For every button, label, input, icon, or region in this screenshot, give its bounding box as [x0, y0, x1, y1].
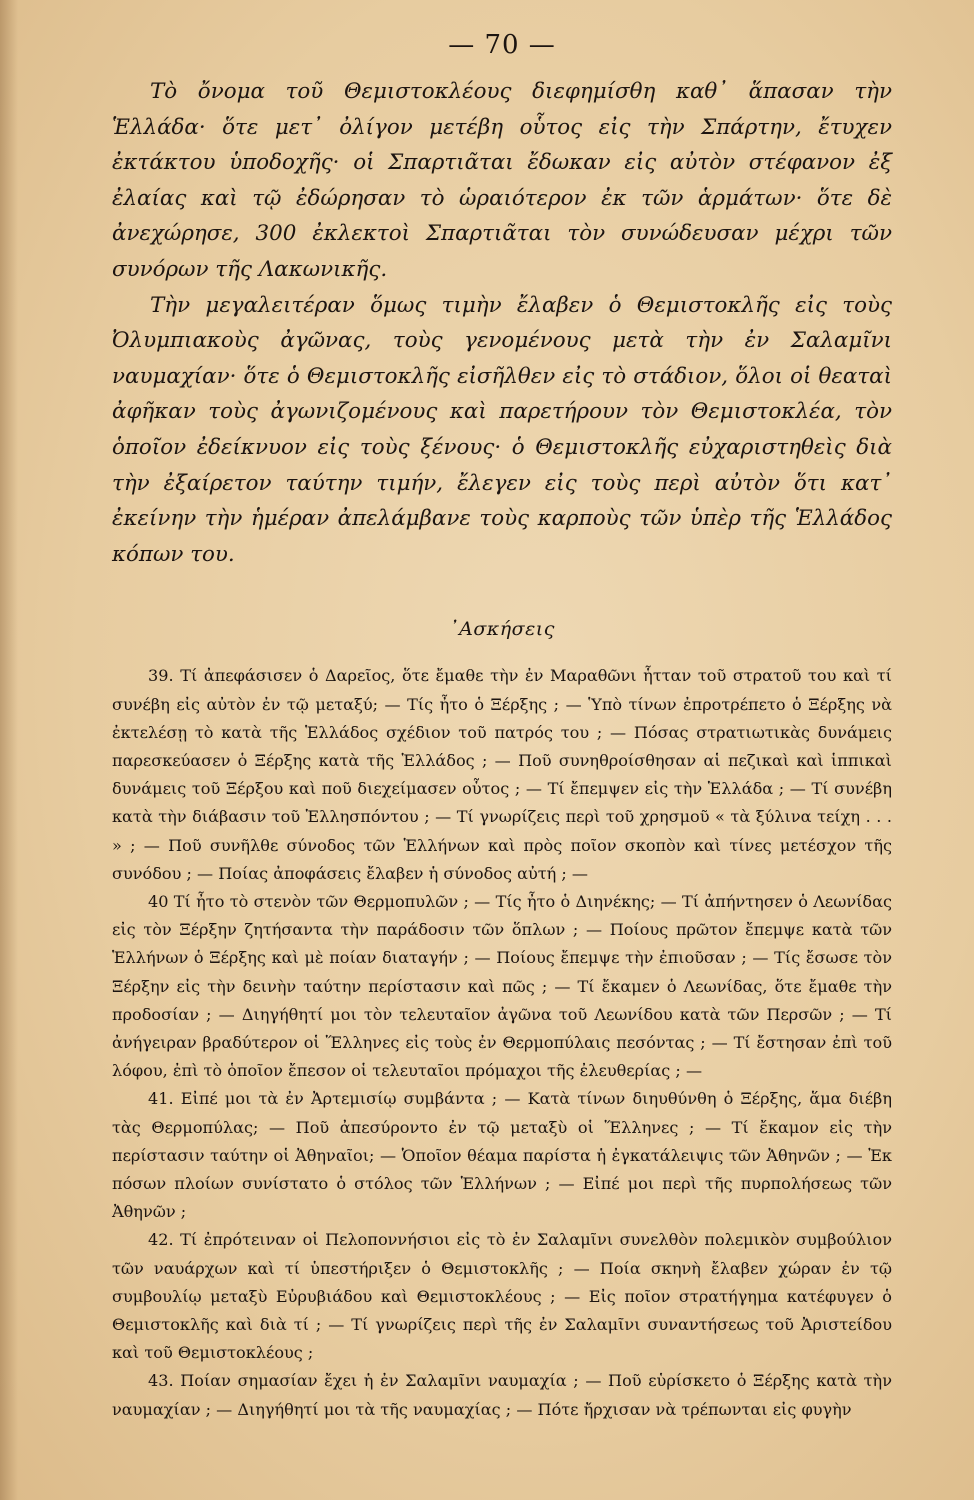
exercise-42	[112, 1226, 892, 1367]
exercise-text: Ποίαν σημασίαν ἔχει ἡ ἐν Σαλαμῖνι ναυμαχία ; — Ποῦ εὑρίσκετο ὁ Ξέρξης κατὰ τὴν ναυμαχίαν ; — Διηγήθητί μοι τὰ τῆς ναυμαχίας ; — Πότε ἤρχισαν νὰ τρέπωνται εἰς φυγὴν	[112, 1371, 892, 1419]
narrative-paragraph-2: Τὴν μεγαλειτέραν ὅμως τιμὴν ἔλαβεν ὁ Θεμιστοκλῆς εἰς τοὺς Ὀλυμπιακοὺς ἀγῶνας, τοὺς γενομένους μετὰ τὴν ἐν Σαλαμῖνι ναυμαχίαν· ὅτε ὁ Θεμιστοκλῆς εἰσῆλθεν εἰς τὸ στάδιον, ὅλοι οἱ θεαταὶ ἀφῆκαν τοὺς ἀγωνιζομένους καὶ παρετήρουν τὸν Θεμιστοκλέα, τὸν ὁποῖον ἐδείκνυον εἰς τοὺς ξένους· ὁ Θεμιστοκλῆς εὐχαριστηθεὶς διὰ τὴν ἐξαίρετον ταύτην τιμήν, ἔλεγεν εἰς τοὺς περὶ αὐτὸν ὅτι κατ᾿ ἐκείνην τὴν ἡμέραν ἀπελάμβανε τοὺς καρποὺς τῶν ὑπὲρ τῆς Ἑλλάδος κόπων του.	[112, 292, 892, 567]
exercise-40	[112, 888, 892, 1085]
narrative-section	[112, 74, 892, 572]
exercise-text: Εἰπέ μοι τὰ ἐν Ἀρτεμισίῳ συμβάντα ; — Κατὰ τίνων διηυθύνθη ὁ Ξέρξης, ἅμα διέβη τὰς Θερμοπύλας; — Ποῦ ἀπεσύροντο ἐν τῷ μεταξὺ οἱ Ἕλληνες ; — Τί ἔκαμον εἰς τὴν περίστασιν ταύτην οἱ Ἀθηναῖοι; — Ὁποῖον θέαμα παρίστα ἡ ἐγκατάλειψις τῶν Ἀθηνῶν ; — Ἐκ πόσων πλοίων συνίστατο ὁ στόλος τῶν Ἑλλήνων ; — Εἰπέ μοι περὶ τῆς πυρπολήσεως τῶν Ἀθηνῶν ;	[112, 1089, 892, 1222]
exercise-number: 40	[148, 891, 169, 911]
exercise-number: 41.	[148, 1089, 174, 1109]
page-number: — 70 —	[448, 30, 556, 60]
exercises-section	[112, 662, 892, 1423]
exercise-text: Τί ἀπεφάσισεν ὁ Δαρεῖος, ὅτε ἔμαθε τὴν ἐν Μαραθῶνι ἧτταν τοῦ στρατοῦ του καὶ τί συνέβη εἰς αὐτὸν ἐν τῷ μεταξύ; — Τίς ἦτο ὁ Ξέρξης ; — Ὑπὸ τίνων ἐπροτρέπετο ὁ Ξέρξης νὰ ἐκτελέσῃ τὸ κατὰ τῆς Ἑλλάδος σχέδιον τοῦ πατρός του ; — Πόσας στρατιωτικὰς δυνάμεις παρεσκεύασεν ὁ Ξέρξης κατὰ τῆς Ἑλλάδος ; — Ποῦ συνηθροίσθησαν αἱ πεζικαὶ καὶ ἱππικαὶ δυνάμεις τοῦ Ξέρξου καὶ ποῦ διεχείμασεν οὗτος ; — Τί ἔπεμψεν εἰς τὴν Ἑλλάδα ; — Τί συνέβη κατὰ τὴν διάβασιν τοῦ Ἑλλησπόντου ; — Τί γνωρίζεις περὶ τοῦ χρησμοῦ « τὰ ξύλινα τείχη . . . » ; — Ποῦ συνῆλθε σύνοδος τῶν Ἑλλήνων καὶ πρὸς ποῖον σκοπὸν καὶ τίνες μετέσχον τῆς συνόδου ; — Ποίας ἀποφάσεις ἔλαβεν ἡ σύνοδος αὐτή ; —	[112, 666, 892, 883]
exercise-number: 43.	[148, 1371, 174, 1391]
exercise-number: 42.	[148, 1230, 174, 1250]
page-edge-shadow	[0, 0, 18, 1500]
exercise-39	[112, 662, 892, 888]
exercise-text: Τί ἦτο τὸ στενὸν τῶν Θερμοπυλῶν ; — Τίς ἦτο ὁ Διηνέκης; — Τί ἀπήντησεν ὁ Λεωνίδας εἰς τὸν Ξέρξην ζητήσαντα τὴν παράδοσιν τῶν ὅπλων ; — Ποίους πρῶτον ἔπεμψε κατὰ τῶν Ἑλλήνων ὁ Ξέρξης καὶ μὲ ποίαν διαταγήν ; — Ποίους ἔπεμψε τὴν ἐπιοῦσαν ; — Τίς ἔσωσε τὸν Ξέρξην εἰς τὴν δεινὴν ταύτην περίστασιν καὶ πῶς ; — Τί ἔκαμεν ὁ Λεωνίδας, ὅτε ἔμαθε τὴν προδοσίαν ; — Διηγήθητί μοι τὸν τελευταῖον ἀγῶνα τοῦ Λεωνίδου κατὰ τῶν Περσῶν ; — Τί ἀνήγειραν βραδύτερον οἱ Ἕλληνες εἰς τοὺς ἐν Θερμοπύλαις πεσόντας ; — Τί ἔστησαν ἐπὶ τοῦ λόφου, ἐπὶ τὸ ὁποῖον ἔπεσον οἱ τελευταῖοι πρόμαχοι τῆς ἐλευθερίας ; —	[112, 891, 892, 1081]
exercise-43	[112, 1367, 892, 1423]
exercise-number: 39.	[148, 666, 174, 686]
exercises-heading: ᾿Ασκήσεις	[449, 618, 555, 641]
exercise-text: Τί ἐπρότειναν οἱ Πελοποννήσιοι εἰς τὸ ἐν Σαλαμῖνι συνελθὸν πολεμικὸν συμβούλιον τῶν ναυάρχων καὶ τί ὑπεστήριξεν ὁ Θεμιστοκλῆς ; — Ποία σκηνὴ ἔλαβεν χώραν ἐν τῷ συμβουλίῳ μεταξὺ Εὐρυβιάδου καὶ Θεμιστοκλέους ; — Εἰς ποῖον στρατήγημα κατέφυγεν ὁ Θεμιστοκλῆς καὶ διὰ τί ; — Τί γνωρίζεις περὶ τῆς ἐν Σαλαμῖνι συναντήσεως τοῦ Ἀριστείδου καὶ τοῦ Θεμιστοκλέους ;	[112, 1230, 892, 1363]
narrative-paragraph-1: Τὸ ὄνομα τοῦ Θεμιστοκλέους διεφημίσθη καθ᾿ ἅπασαν τὴν Ἑλλάδα· ὅτε μετ᾿ ὀλίγον μετέβη οὗτος εἰς τὴν Σπάρτην, ἔτυχεν ἐκτάκτου ὑποδοχῆς· οἱ Σπαρτιᾶται ἔδωκαν εἰς αὐτὸν στέφανον ἐξ ἐλαίας καὶ τῷ ἐδώρησαν τὸ ὡραιότερον ἐκ τῶν ἁρμάτων· ὅτε δὲ ἀνεχώρησε, 300 ἐκλεκτοὶ Σπαρτιᾶται τὸν συνώδευσαν μέχρι τῶν συνόρων τῆς Λακωνικῆς.	[112, 79, 892, 282]
exercise-41	[112, 1085, 892, 1226]
